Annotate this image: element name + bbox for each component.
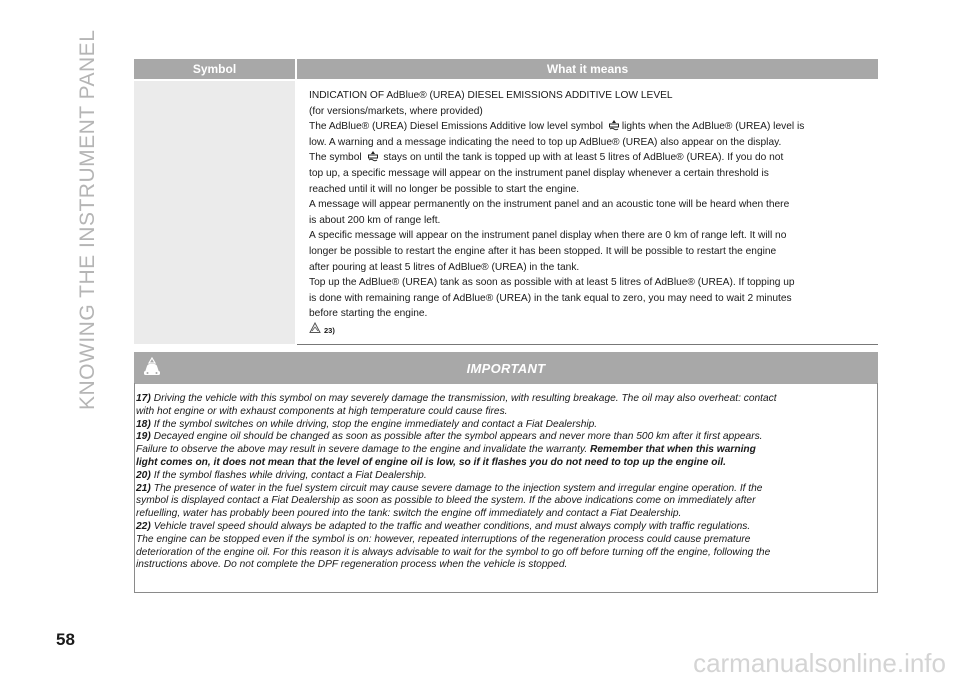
meaning-line: A message will appear permanently on the instrument panel and an acoustic tone will be heard when there [309, 199, 790, 211]
important-header [134, 352, 878, 384]
footer-watermark: carmanualsonline.info [693, 648, 946, 678]
note-line: with hot engine or with exhaust components at high temperature could cause fires. [136, 405, 508, 417]
note-line [136, 483, 878, 496]
meaning-line: (for versions/markets, where provided) [309, 105, 483, 117]
meaning-line: top up, a specific message will appear on the instrument panel display whenever a certain threshold is [309, 167, 769, 179]
note-line [136, 431, 878, 444]
note-text: Decayed engine oil should be changed as soon as possible after the symbol appears and never more than 500 km after it first appears. [153, 431, 763, 443]
table-row [134, 80, 878, 344]
meaning-heading: INDICATION OF AdBlue® (UREA) DIESEL EMISSIONS ADDITIVE LOW LEVEL [309, 90, 673, 101]
note-number: 17) [136, 393, 151, 404]
note-number: 18) [136, 418, 151, 430]
note-line [136, 521, 878, 534]
meaning-line [309, 150, 878, 166]
meaning-text: The AdBlue® (UREA) Diesel Emissions Additive low level symbol [309, 121, 603, 133]
meaning-line: is about 200 km of range left. [309, 214, 441, 226]
meaning-line: low. A warning and a message indicating the need to top up AdBlue® (UREA) also appear on the display. [309, 136, 782, 148]
note-line [136, 393, 878, 406]
meaning-line: Top up the AdBlue® (UREA) tank as soon as possible with at least 5 litres of AdBlue® (UREA). If topping up [309, 277, 795, 289]
meaning-line [309, 119, 878, 135]
note-text: The presence of water in the fuel system circuit may cause severe damage to the injection system and irregular engine operation. If the [153, 482, 763, 494]
symbol-cell [134, 80, 296, 344]
meaning-text: lights when the AdBlue® (UREA) level is [621, 121, 805, 133]
note-emphasis: light comes on, it does not mean that the level of engine oil is low, so if it flashes you do not need to top up the engine oil. [136, 456, 726, 468]
note-text: If the symbol flashes while driving, contact a Fiat Dealership. [153, 469, 427, 481]
meaning-line: is done with remaining range of AdBlue® (UREA) in the tank equal to zero, you may need to wait 2 minutes [309, 292, 792, 304]
meaning-line: reached until it will no longer be possible to start the engine. [309, 183, 580, 195]
meaning-text: stays on until the tank is topped up with at least 5 litres of AdBlue® (UREA). If you do not [383, 152, 784, 164]
note-reference [309, 322, 878, 338]
note-text: Failure to observe the above may result in severe damage to the engine and invalidate the warranty. [136, 444, 588, 456]
symbol-column-header: Symbol [134, 59, 296, 80]
page-number: 58 [56, 630, 75, 649]
important-notes [136, 393, 878, 572]
note-line [136, 457, 878, 470]
meaning-column-header: What it means [296, 59, 878, 80]
note-number: 19) [136, 431, 151, 443]
note-number: 21) [136, 482, 151, 494]
warning-note-icon [309, 322, 321, 334]
meaning-line: after pouring at least 5 litres of AdBlue® (UREA) in the tank. [309, 261, 580, 273]
note-line: deterioration of the engine oil. For this reason it is always advisable to wait for the symbol to go off before turning off the engine, following the [136, 546, 771, 558]
side-section-title: KNOWING THE INSTRUMENT PANEL [76, 29, 99, 410]
symbol-table [134, 59, 878, 345]
note-text: If the symbol switches on while driving, stop the engine immediately and contact a Fiat Dealership. [153, 418, 598, 430]
note-text: Vehicle travel speed should always be adapted to the traffic and weather conditions, and must always comply with traffic regulations. [153, 520, 751, 532]
note-line: The engine can be stopped even if the symbol is on: however, repeated interruptions of the regeneration process could cause premature [136, 533, 751, 545]
note-line: symbol is displayed contact a Fiat Dealership as soon as possible to bleed the system. If the above indications come on immediately after [136, 495, 756, 507]
note-text: Driving the vehicle with this symbol on may severely damage the transmission, with resulting breakage. The oil may also overheat: contact [153, 393, 777, 404]
important-title: IMPORTANT [466, 361, 546, 376]
note-line: refuelling, water has probably been poured into the tank: switch the engine off immediately and contact a Fiat Dealership. [136, 508, 682, 520]
meaning-text: The symbol [309, 152, 362, 164]
note-number: 22) [136, 520, 151, 532]
note-emphasis: Remember that when this warning [590, 444, 756, 456]
note-number: 20) [136, 469, 151, 481]
meaning-line: longer be possible to restart the engine after it has been stopped. It will be possible to restart the engine [309, 245, 777, 257]
note-line: instructions above. Do not complete the DPF regeneration process when the vehicle is stopped. [136, 559, 568, 571]
note-line [136, 444, 878, 457]
meaning-line: A specific message will appear on the instrument panel display when there are 0 km of range left. It will no [309, 230, 787, 242]
meaning-line: before starting the engine. [309, 308, 428, 320]
note-line [136, 419, 878, 432]
note-reference-number: 23) [324, 325, 335, 335]
note-line [136, 470, 878, 483]
meaning-cell [296, 80, 878, 344]
